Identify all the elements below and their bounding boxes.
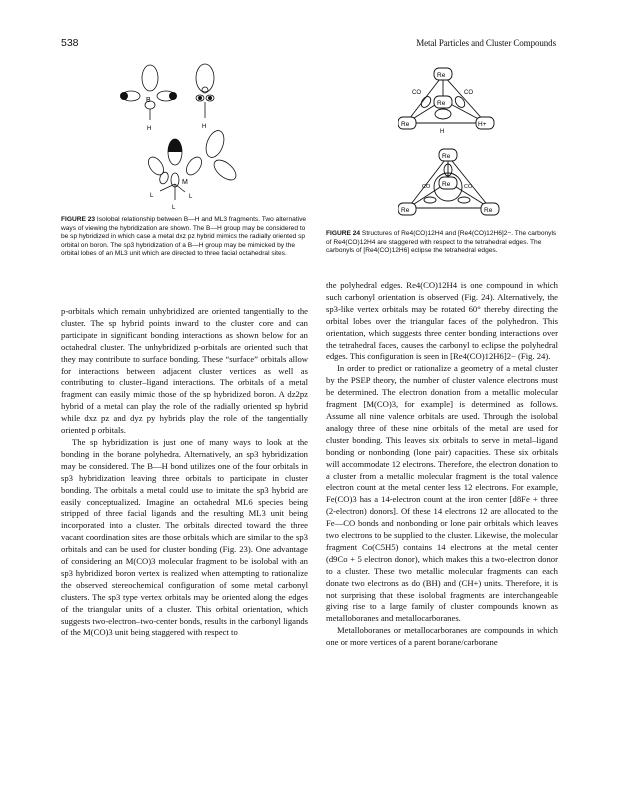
metal-label: M — [182, 179, 188, 186]
figure-24-diagram — [398, 60, 518, 228]
right-text-column — [326, 280, 558, 649]
re-label-left-1: Re — [401, 121, 410, 128]
right-paragraph-1: the polyhedral edges. Re4(CO)12H4 is one compound in which such carbonyl orientation is observed (Fig. 24). Alternatively, the sp3-like vertex orbitals may be rotated 60° thereby directing the orbital lobes over the triangular faces of the polyhedron. This orientation, which suggests three center bonding interactions over the tetrahedral faces, causes the carbonyl to eclipse the polyhedral edges. This configuration is seen in [Re4(CO)12H6]2− (Fig. 24). — [326, 280, 558, 362]
re-label-center-1: Re — [437, 100, 446, 107]
ligand-label-right: L — [189, 194, 193, 200]
hplus-label-1: H+ — [478, 121, 487, 128]
re-label-right-2: Re — [484, 207, 493, 214]
re-label-top-2: Re — [442, 153, 451, 160]
figure-23-caption — [61, 216, 308, 259]
co-label-1: CO — [412, 90, 421, 96]
figure-23-label: FIGURE 23 — [61, 216, 96, 223]
figure-24-label: FIGURE 24 — [326, 230, 361, 237]
co-label-4: CO — [464, 184, 473, 190]
right-paragraph-2: In order to predict or rationalize a geometry of a metal cluster by the PSEP theory, the number of cluster valence electrons must be determined. The electron donation from a metallic molecular fragment [M(CO)3, for example] is determined as follows. Assume all nine valence orbitals are used. Through the isolobal analogy three of these nine orbitals of the metal are used for cluster bonding. This leaves six orbitals to serve in metal–ligand bonding or nonbonding (lone pair) capacities. These six orbitals will accommodate 12 electrons. Therefore, the electron donation to a cluster from a metallic molecular fragment is the total valence electron count at the metal center less 12 electrons. For example, Fe(CO)3 has a 14-electron count at the iron center [d8Fe + three (2-electron) donors]. Of these 14 electrons 12 are allocated to the Fe—CO bonds and nonbonding or lone pair orbitals which leaves two electrons to be supplied to the cluster. Likewise, the molecular fragment Co(C5H5) contains 14 electrons at the metal center (d9Co + 5 electron donor), which makes this a two-electron donor to a cluster. These two metallic molecular fragments can each donate two electrons as do (BH) and (CH+) units. Therefore, it is not surprising that these isolobal fragments are interchangeable giving rise to a large family of cluster compounds known as metalloboranes and metallocarboranes. — [326, 363, 558, 624]
page-number: 538 — [61, 37, 79, 49]
re-label-left-2: Re — [401, 207, 410, 214]
re-label-top-1: Re — [437, 72, 446, 79]
ligand-label-left: L — [150, 193, 154, 199]
left-text-column — [61, 306, 308, 639]
left-paragraph-1: p-orbitals which remain unhybridized are oriented tangentially to the cluster. The sp hybrid points inward to the cluster core and can participate in significant bonding interactions as shown below for an octahedral cluster. The unhybridized p-orbitals are oriented such that they may contribute to surface bonding. These “surface” orbitals allow for interactions between adjacent cluster vertices as well as contributing to cluster–ligand interactions. The orbitals of a metal fragment can easily mimic those of the sp hybridized boron. A dz2pz hybrid of a metal can play the role of the radially oriented sp hybrid while dxz pz and dyz py hybrids play the role of the tangentially oriented p orbitals. — [61, 306, 308, 436]
boron-label: B — [146, 97, 151, 104]
figure-24-caption — [326, 230, 558, 256]
figure-23-caption-text: Isolobal relationship between B—H and ML3 fragments. Two alternative ways of viewing the hybridization are shown. The B—H group may be considered to be sp hybridized in which case a metal dxz pz hybrid mimics the radially oriented sp orbital on boron. The sp3 hybridization of a B—H group may be mimicked by the orbital lobes of an ML3 unit which are directed to three facial octahedral sites. — [61, 216, 307, 258]
co-label-3: CO — [422, 184, 431, 190]
running-title: Metal Particles and Cluster Compounds — [416, 38, 556, 48]
right-paragraph-3: Metalloboranes or metallocarboranes are compounds in which one or more vertices of a parent borane/carborane — [326, 625, 558, 648]
hydrogen-label-left: H — [147, 126, 152, 132]
hydride-label-1: H — [440, 129, 445, 135]
ligand-label-bottom: L — [172, 205, 176, 211]
left-paragraph-2: The sp hybridization is just one of many ways to look at the bonding in the borane polyhedra. Alternatively, an sp3 hybridization may be considered. The B—H bond utilizes one of the four orbitals in sp3 hybridization leaving three orbitals to participate in cluster bonding. The orbitals a metal could use to imitate the sp3 hybrid are easily conceptualized. Imagine an octahedral ML6 species being stripped of three facial ligands and the resulting ML3 unit being incorporated into a cluster. The orbitals directed toward the three vacant coordination sites are those orbitals which are similar to the sp3 orbitals and can be used for cluster bonding (Fig. 23). One advantage of considering an M(CO)3 molecular fragment to be isolobal with an sp3 hybridized boron vertex is realized when attempting to rationalize the observed stereochemical configuration of some metal carbonyl clusters. The sp3 type vertex orbitals may be oriented along the edges of the triangular units of a cluster. This orbital orientation, which suggests two-electron–two-center bonds, results in the carbonyl ligands of the M(CO)3 unit being staggered with respect to — [61, 436, 308, 638]
co-label-2: CO — [464, 90, 473, 96]
re-label-center-2: Re — [442, 181, 451, 188]
hydrogen-label-right: H — [202, 124, 207, 130]
figure-24-caption-text: Structures of Re4(CO)12H4 and [Re4(CO)12H6]2−. The carbonyls of Re4(CO)12H4 are staggered with respect to the tetrahedral edges. The carbonyls of [Re4(CO)12H6] eclipse the tetrahedral edges. — [326, 230, 557, 255]
figure-23-diagram — [120, 58, 250, 213]
